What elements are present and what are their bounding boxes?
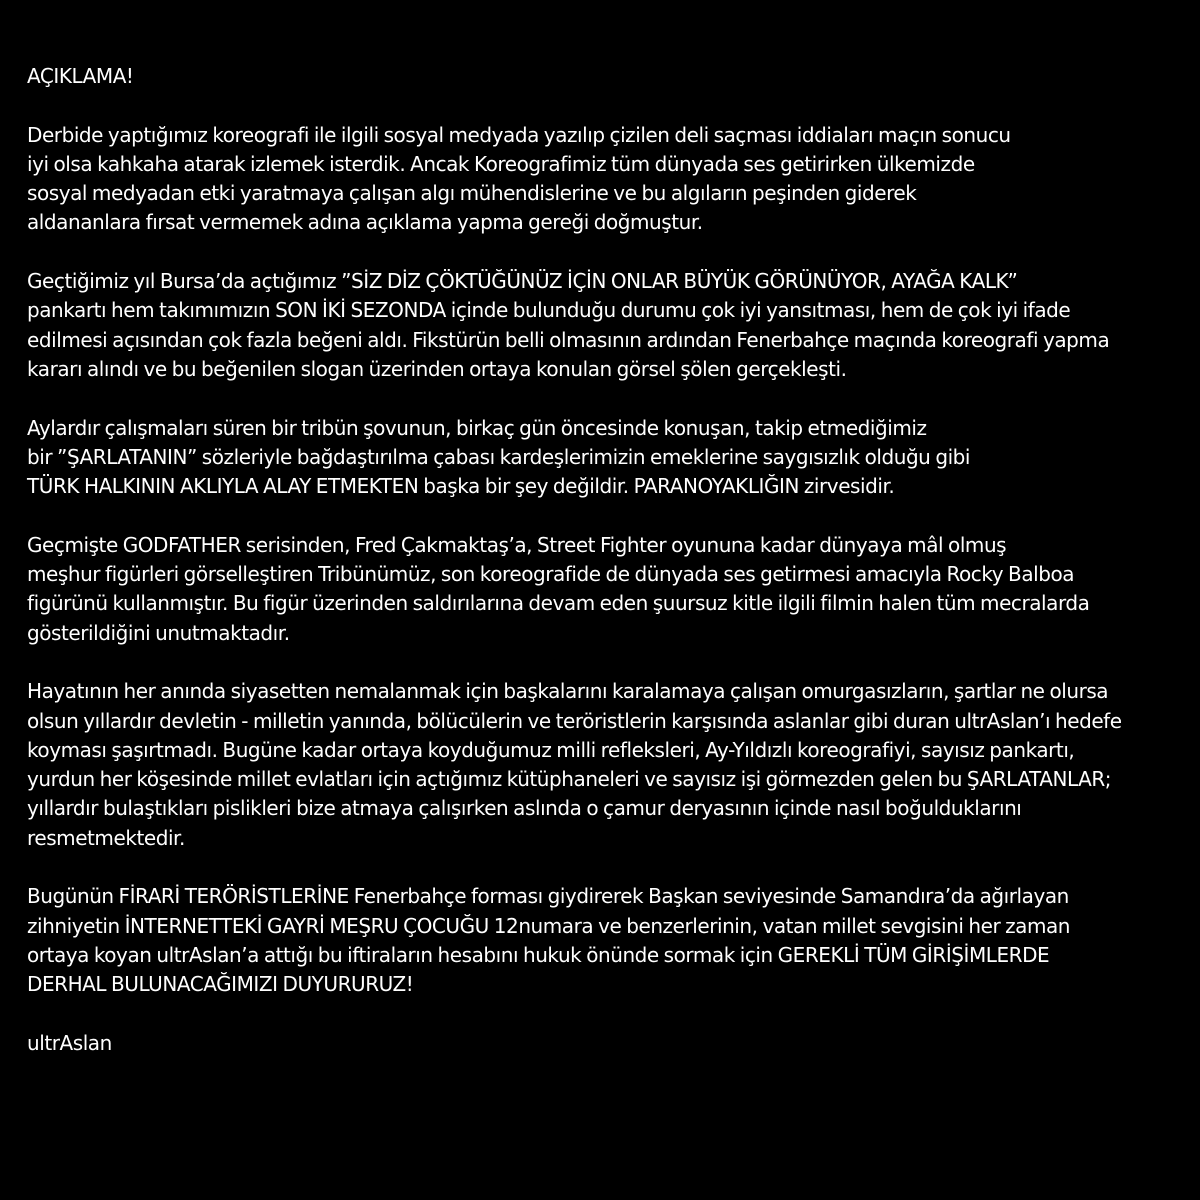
paragraph-line: koyması şaşırtmadı. Bugüne kadar ortaya koyduğumuz milli refleksleri, Ay-Yıldızlı koreografiyi, sayısız pankartı, xyxy=(27,737,1075,762)
paragraph-line: iyi olsa kahkaha atarak izlemek isterdik. Ancak Koreografimiz tüm dünyada ses getirirken ülkemizde xyxy=(27,151,975,176)
paragraph-line: TÜRK HALKININ AKLIYLA ALAY ETMEKTEN başka bir şey değildir. PARANOYAKLIĞIN zirvesidir. xyxy=(27,474,895,499)
paragraph-6 xyxy=(27,882,1187,999)
paragraph-line: pankartı hem takımımızın SON İKİ SEZONDA içinde bulunduğu durumu çok iyi yansıtması, hem de çok iyi ifade xyxy=(27,298,1071,323)
statement-title: AÇIKLAMA! xyxy=(27,64,134,88)
paragraph-line: Hayatının her anında siyasetten nemalanmak için başkalarını karalamaya çalışan omurgasızların, şartlar ne olursa xyxy=(27,679,1109,704)
paragraph-spacer xyxy=(27,853,1187,882)
paragraph-line: edilmesi açısından çok fazla beğeni aldı. Fikstürün belli olmasının ardından Fenerbahçe maçında koreografi yapma xyxy=(27,327,1110,352)
signature: ultrAslan xyxy=(27,1030,112,1055)
paragraph-line: Derbide yaptığımız koreografi ile ilgili sosyal medyada yazılıp çizilen deli saçması iddiaları maçın sonucu xyxy=(27,122,1011,147)
paragraph-line: aldananlara fırsat vermemek adına açıklama yapma gereği doğmuştur. xyxy=(27,210,703,235)
paragraph-line: zihniyetin İNTERNETTEKİ GAYRİ MEŞRU ÇOCUĞU 12numara ve benzerlerinin, vatan millet sevgisini her zaman xyxy=(27,913,1071,938)
paragraph-line: olsun yıllardır devletin - milletin yanında, bölücülerin ve teröristlerin karşısında aslanlar gibi duran ultrAslan’ı hedefe xyxy=(27,708,1122,733)
paragraph-spacer xyxy=(27,384,1187,413)
paragraph-line: Geçmişte GODFATHER serisinden, Fred Çakmaktaş’a, Street Fighter oyununa kadar dünyaya mâl olmuş xyxy=(27,532,1007,557)
paragraph-3 xyxy=(27,414,1187,502)
paragraph-line: ortaya koyan ultrAslan’a attığı bu iftiraların hesabını hukuk önünde sormak için GEREKLİ TÜM GİRİŞİMLERDE xyxy=(27,942,1050,967)
paragraph-line: Bugünün FİRARİ TERÖRİSTLERİNE Fenerbahçe forması giydirerek Başkan seviyesinde Samandıra’da ağırlayan xyxy=(27,884,1069,909)
paragraph-line: figürünü kullanmıştır. Bu figür üzerinden saldırılarına devam eden şuursuz kitle ilgili filmin halen tüm mecralarda xyxy=(27,591,1090,616)
paragraph-line: gösterildiğini unutmaktadır. xyxy=(27,620,290,645)
paragraph-spacer xyxy=(27,501,1187,530)
paragraph-spacer xyxy=(27,648,1187,677)
paragraph-line: Geçtiğimiz yıl Bursa’da açtığımız ”SİZ DİZ ÇÖKTÜĞÜNÜZ İÇİN ONLAR BÜYÜK GÖRÜNÜYOR, AYAĞA KALK” xyxy=(27,269,1018,294)
paragraph-line: yıllardır bulaştıkları pislikleri bize atmaya çalışırken aslında o çamur deryasının içinde nasıl boğulduklarını xyxy=(27,796,1022,821)
paragraph-line: bir ”ŞARLATANIN” sözleriyle bağdaştırılma çabası kardeşlerimizin emeklerine saygısızlık olduğu gibi xyxy=(27,444,971,469)
paragraph-spacer xyxy=(27,238,1187,267)
paragraph-1 xyxy=(27,121,1187,238)
paragraph-line: kararı alındı ve bu beğenilen slogan üzerinden ortaya konulan görsel şölen gerçekleşti. xyxy=(27,356,847,381)
paragraph-line: sosyal medyadan etki yaratmaya çalışan algı mühendislerine ve bu algıların peşinden giderek xyxy=(27,181,917,206)
paragraph-line: Aylardır çalışmaları süren bir tribün şovunun, birkaç gün öncesinde konuşan, takip etmediğimiz xyxy=(27,415,927,440)
statement-document xyxy=(27,62,1187,1058)
paragraph-line: resmetmektedir. xyxy=(27,825,185,850)
paragraph-5 xyxy=(27,677,1187,853)
paragraph-line: meşhur figürleri görselleştiren Tribünümüz, son koreografide de dünyada ses getirmesi amacıyla Rocky Balboa xyxy=(27,562,1075,587)
paragraph-line: DERHAL BULUNACAĞIMIZI DUYURURUZ! xyxy=(27,972,414,997)
paragraph-spacer xyxy=(27,1000,1187,1029)
paragraph-2 xyxy=(27,267,1187,384)
paragraph-spacer xyxy=(27,91,1187,120)
paragraph-line: yurdun her köşesinde millet evlatları için açtığımız kütüphaneleri ve sayısız işi görmezden gelen bu ŞARLATANLAR; xyxy=(27,767,1112,792)
paragraph-4 xyxy=(27,531,1187,648)
